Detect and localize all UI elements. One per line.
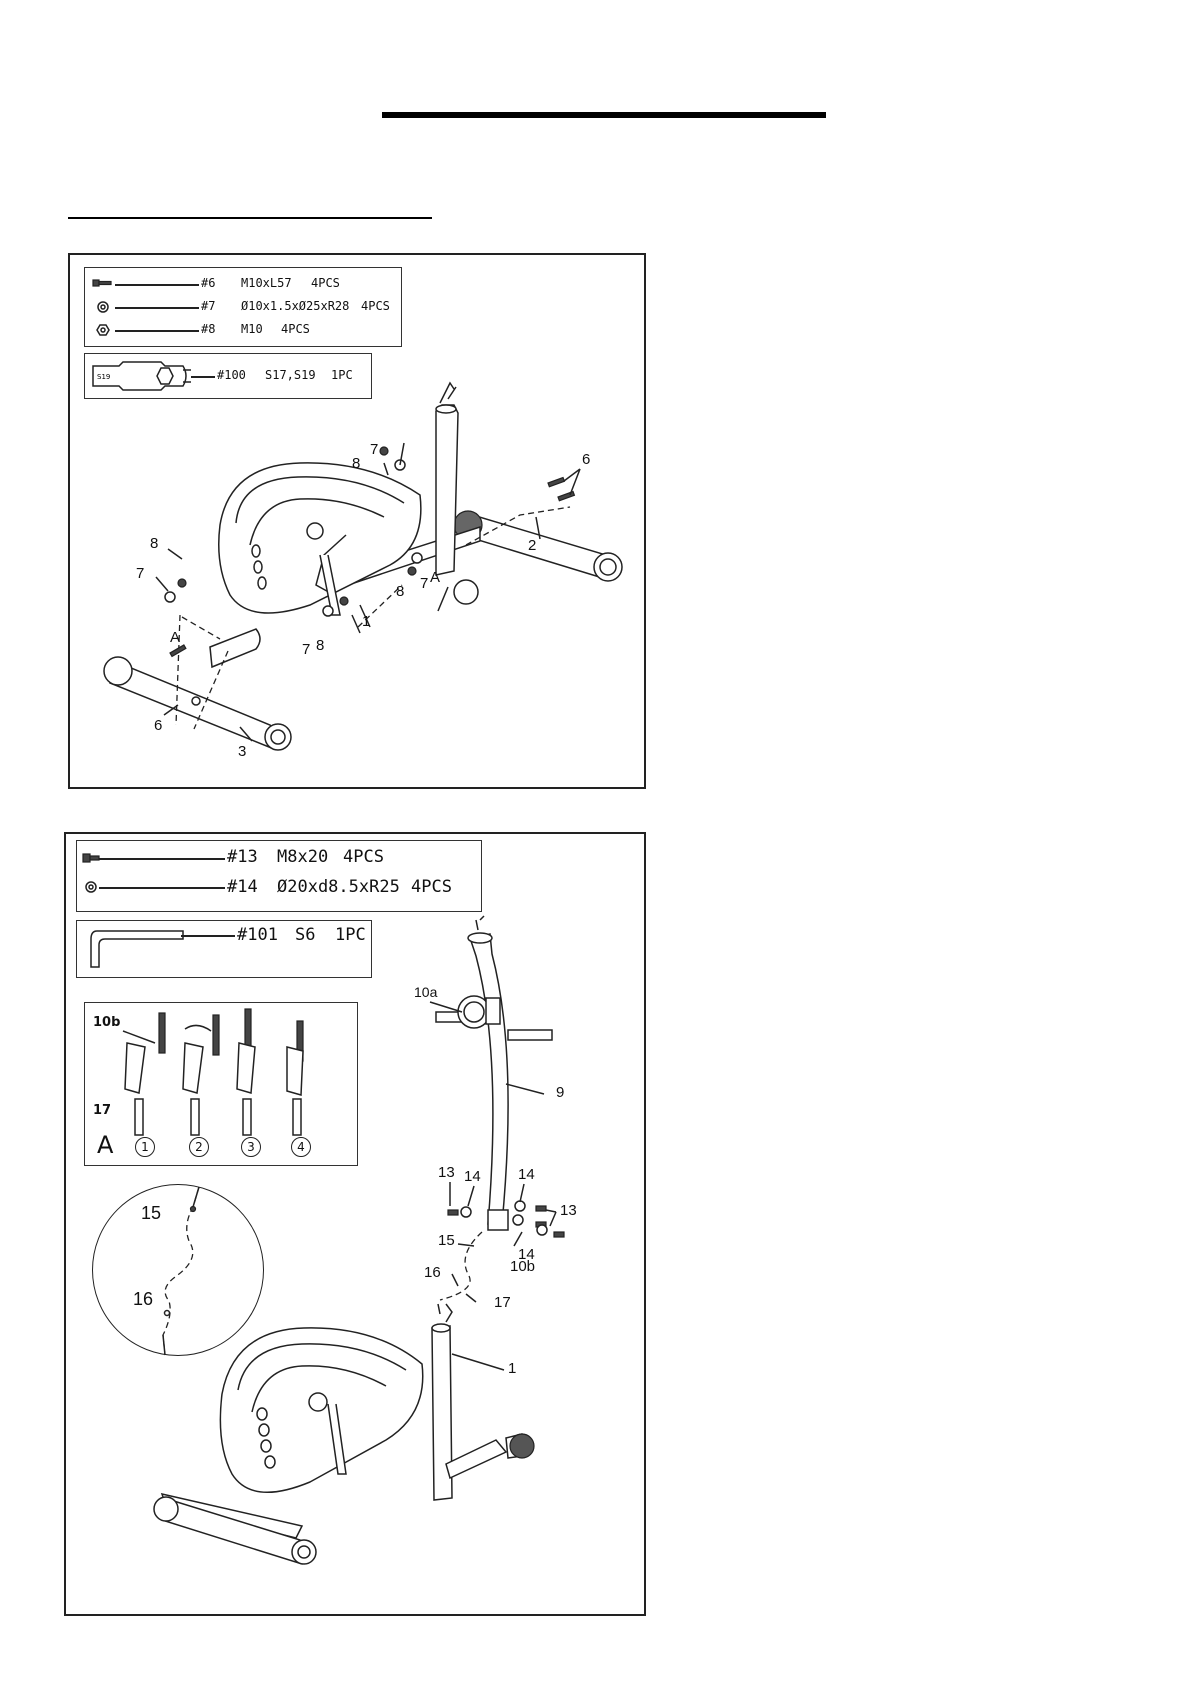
assembly-drawing-2 (66, 834, 644, 1614)
hardware-spec: M10xL57 (241, 276, 292, 290)
hardware-qty: 4PCS (411, 877, 452, 897)
callout-label: 1 (362, 613, 371, 630)
detail-label-16: 16 (133, 1289, 154, 1309)
subtitle-rule (68, 217, 432, 219)
callout-label: 14 (518, 1166, 535, 1183)
callout-label: 10b (510, 1258, 536, 1275)
callout-label: 9 (556, 1084, 565, 1101)
hardware-spec: M8x20 (277, 847, 329, 867)
hardware-qty: 4PCS (343, 847, 384, 867)
hardware-code: #7 (201, 299, 216, 313)
step-number: 1 (135, 1137, 155, 1157)
hardware-code: #13 (227, 847, 258, 867)
callout-label: 7 (136, 565, 145, 582)
detail-label-bottom: 17 (93, 1103, 112, 1118)
callout-label: 7 (370, 441, 379, 458)
connection-tube-a (210, 629, 260, 667)
detail-label-top: 10b (93, 1015, 121, 1030)
callout-label: 14 (518, 1246, 535, 1263)
step-number: 2 (189, 1137, 209, 1157)
tool-qty: 1PC (335, 925, 366, 945)
callout-label: 6 (154, 717, 163, 734)
flywheel-cover-part (220, 1328, 422, 1492)
callout-label: 17 (494, 1294, 511, 1311)
callout-label: 8 (352, 455, 361, 472)
hardware-code: #8 (201, 322, 216, 336)
hardware-code: #14 (227, 877, 258, 897)
hardware-spec: Ø20xd8.5xR25 (277, 877, 400, 897)
callout-label: 6 (582, 451, 591, 468)
callout-label: 8 (316, 637, 325, 654)
hardware-qty: 4PCS (311, 276, 340, 290)
callout-label: 14 (464, 1168, 481, 1185)
callout-label: 15 (438, 1232, 455, 1249)
wrench-label: S19 (97, 373, 111, 381)
detail-label-15: 15 (141, 1203, 162, 1223)
step-number: 4 (291, 1137, 311, 1157)
callout-label: 8 (396, 583, 405, 600)
callout-label: 16 (424, 1264, 441, 1281)
rear-stabilizer-part (454, 511, 622, 581)
callout-label: 7 (302, 641, 311, 658)
callout-label: A (430, 569, 441, 586)
tool-spec: S17,S19 (265, 368, 316, 382)
callout-label: 1 (508, 1360, 517, 1377)
assembly-step-panel-1 (68, 253, 646, 789)
hardware-spec: Ø10x1.5xØ25xR28 (241, 299, 350, 313)
callout-label: 7 (420, 575, 429, 592)
callout-label: 3 (238, 743, 247, 760)
flywheel-cover-part (219, 463, 421, 615)
tool-qty: 1PC (331, 368, 353, 382)
tool-code: #101 (237, 925, 278, 945)
hardware-code: #6 (201, 276, 216, 290)
callout-label: 2 (528, 537, 537, 554)
callout-label: 10a (414, 984, 438, 1000)
title-rule (382, 112, 826, 118)
callout-label: A (170, 629, 181, 646)
callout-label: 13 (438, 1164, 455, 1181)
step-number: 3 (241, 1137, 261, 1157)
assembly-step-panel-2 (64, 832, 646, 1616)
assembly-drawing-1 (70, 255, 644, 787)
tool-spec: S6 (295, 925, 316, 945)
tool-code: #100 (217, 368, 246, 382)
callout-label: 13 (560, 1202, 577, 1219)
hardware-qty: 4PCS (361, 299, 390, 313)
hardware-spec: M10 (241, 322, 263, 336)
callout-label: 8 (150, 535, 159, 552)
detail-letter: A (97, 1131, 114, 1159)
hardware-qty: 4PCS (281, 322, 310, 336)
